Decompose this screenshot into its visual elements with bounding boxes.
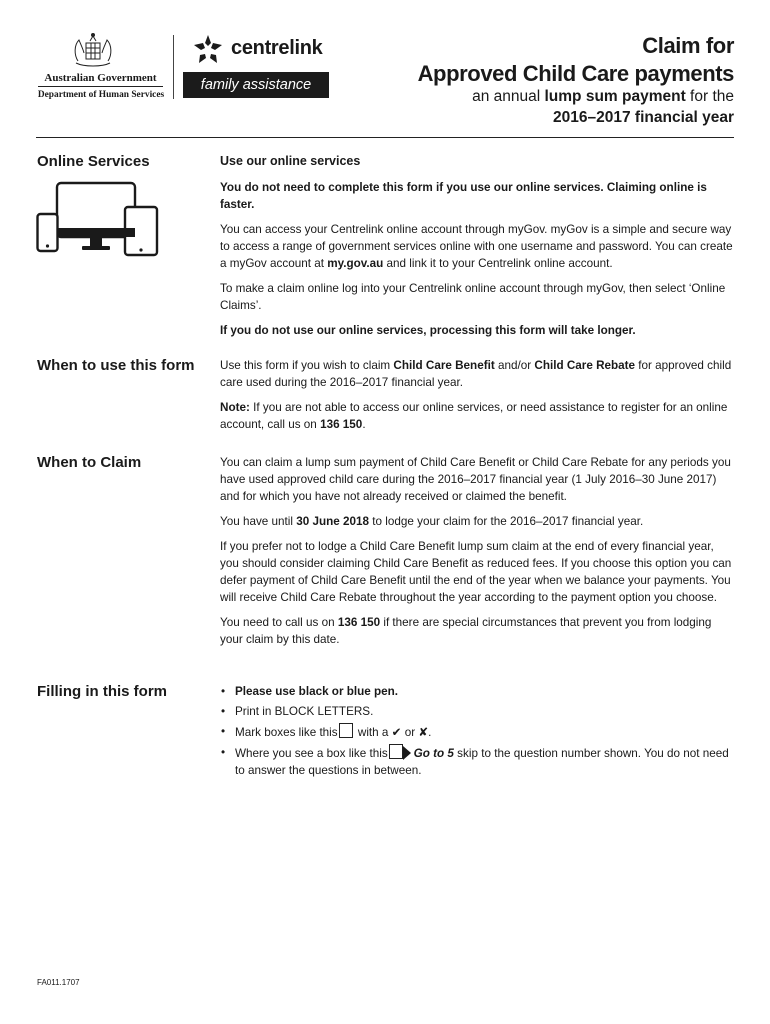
text: Mark boxes like this (235, 726, 338, 739)
subtitle-post: for the (685, 88, 734, 105)
section-body (221, 683, 736, 782)
subtitle-line-1 (472, 86, 734, 107)
text: You can access your Centrelink online account through myGov. myGov is a simple and secure way to access a range of government services online with one username and password. You can create a myGov account at (220, 223, 733, 270)
list-item (221, 683, 736, 700)
note-label: Note: (220, 401, 250, 414)
text: to lodge your claim for the 2016–2017 financial year. (369, 515, 644, 528)
text: You need to call us on (220, 616, 338, 629)
text: You have until (220, 515, 297, 528)
deadline-date: 30 June 2018 (296, 515, 370, 528)
paragraph: You can claim a lump sum payment of Child Care Benefit or Child Care Rebate for any periods you have used approved child care during the 2016–2017 financial year (1 July 2016–30 June 2017) and for which you have not already received or claimed the benefit. (220, 456, 731, 503)
goto-label: Go to 5 (413, 747, 454, 760)
family-assistance-banner: family assistance (183, 72, 329, 98)
logo-divider (173, 35, 174, 99)
paragraph: If you prefer not to lodge a Child Care Benefit lump sum claim at the end of every financial year, you should consider claiming Child Care Benefit as reduced fees. If you choose this option you can defer payment of Child Care Benefit until the end of the year when we balance your payments. You will receive Child Care Rebate throughout the year according to the payment option you choose. (220, 540, 732, 604)
page-header (0, 0, 770, 138)
tick-icon: ✔ (391, 726, 402, 739)
subtitle-line-2 (472, 107, 734, 128)
title-line-1: Claim for (642, 33, 734, 58)
paragraph (220, 357, 735, 391)
paragraph (220, 221, 735, 272)
financial-year: 2016–2017 financial year (553, 109, 734, 126)
title-line-2: Approved Child Care payments (417, 61, 734, 86)
cross-icon: ✘ (418, 726, 429, 739)
section-heading: Use our online services (220, 154, 361, 168)
section-title: When to Claim (37, 454, 142, 471)
text-bold: Child Care Benefit (393, 359, 495, 372)
text: if there are special circumstances that prevent you from lodging your claim by this date. (220, 616, 712, 646)
section-title: Filling in this form (37, 683, 167, 700)
list-item: • Print in BLOCK LETTERS. (221, 703, 736, 720)
text: or (401, 726, 419, 739)
centrelink-star-icon (192, 34, 224, 66)
note-paragraph (220, 399, 735, 433)
text: . (362, 418, 366, 431)
form-subtitle (472, 86, 734, 128)
subtitle-pre: an annual (472, 88, 545, 105)
arrow-right-icon (403, 746, 411, 760)
text: with a (354, 726, 392, 739)
text: . (428, 726, 432, 739)
section-title: When to use this form (37, 357, 195, 374)
list-item (221, 744, 736, 779)
paragraph: If you do not use our online services, processing this form will take longer. (220, 324, 636, 337)
phone-number: 136 150 (337, 616, 381, 629)
list-item (221, 723, 736, 741)
phone-number: 136 150 (320, 418, 363, 431)
example-checkbox-icon (339, 723, 353, 738)
text: and link it to your Centrelink online account. (383, 257, 613, 270)
mygov-link-text: my.gov.au (327, 257, 384, 270)
text: skip to the question number shown. You do not need to answer the questions in between. (235, 747, 729, 777)
text-bold: Child Care Rebate (534, 359, 636, 372)
section-title: Online Services (37, 153, 150, 170)
government-divider (38, 86, 163, 87)
paragraph: To make a claim online log into your Centrelink online account through myGov, then select ‘Online Claims’. (220, 282, 726, 312)
coat-of-arms-icon (70, 31, 116, 69)
text: and/or (494, 359, 535, 372)
section-body (220, 454, 735, 656)
paragraph: You do not need to complete this form if you use our online services. Claiming online is faster. (220, 181, 707, 211)
paragraph (220, 513, 735, 530)
example-goto-box-icon (389, 744, 403, 759)
paragraph (220, 614, 735, 648)
section-body (220, 153, 735, 347)
text: If you are not able to access our online services, or need assistance to register for an online account, call us on (220, 401, 728, 431)
text-bold: Please use black or blue pen. (235, 685, 399, 698)
text: Where you see a box like this (235, 747, 388, 760)
devices-icon (36, 181, 160, 259)
form-title (418, 32, 734, 88)
section-body (220, 357, 735, 441)
subtitle-bold: lump sum payment (544, 88, 686, 105)
header-rule (36, 137, 734, 138)
government-name: Australian Government (44, 72, 157, 84)
form-code: FA011.1707 (37, 978, 80, 987)
instruction-list (221, 683, 736, 779)
centrelink-wordmark: centrelink (231, 37, 323, 59)
text: for approved child care used during the 2016–2017 financial year. (220, 359, 732, 389)
text: Use this form if you wish to claim (220, 359, 394, 372)
department-name: Department of Human Services (37, 90, 165, 100)
